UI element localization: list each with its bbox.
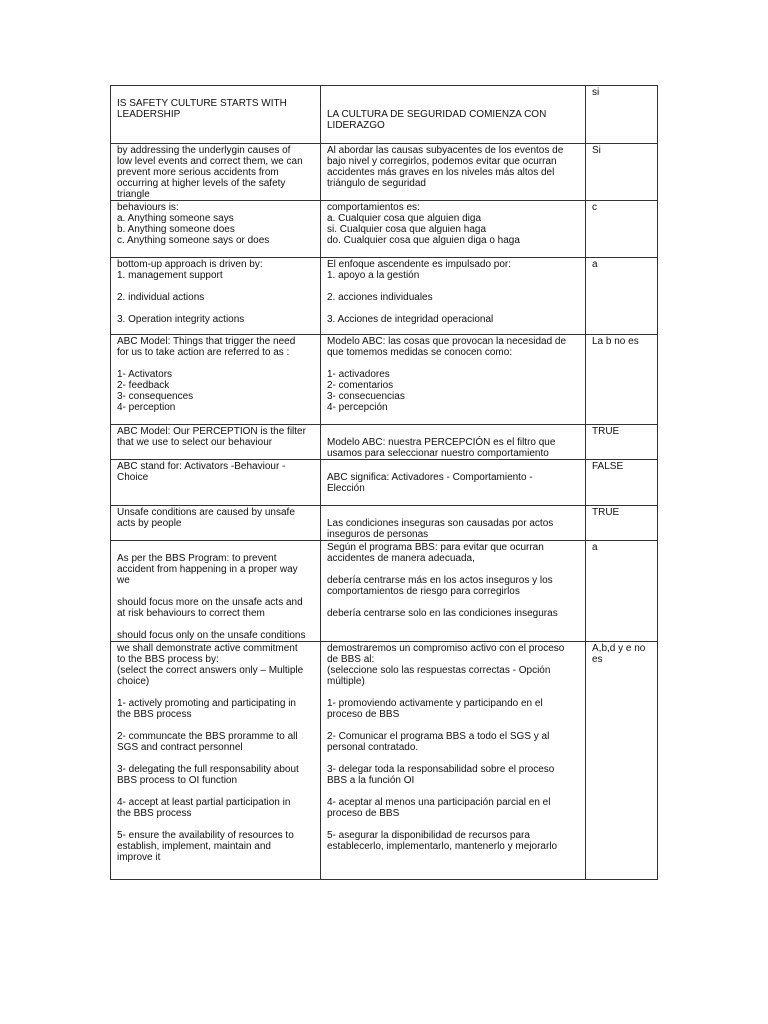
answer-cell: TRUE <box>586 425 658 460</box>
question-english: ABC Model: Our PERCEPTION is the filter that we use to select our behaviour <box>111 425 321 460</box>
question-english: by addressing the underlygin causes of low level events and correct them, we can prevent more serious accidents from occurring at higher levels of the safety triangle <box>111 144 321 201</box>
question-english: Unsafe conditions are caused by unsafe acts by people <box>111 506 321 541</box>
question-english: behaviours is: a. Anything someone says b. Anything someone does c. Anything someone says or does <box>111 201 321 258</box>
question-spanish: Modelo ABC: nuestra PERCEPCIÓN es el filtro que usamos para seleccionar nuestro comportamiento <box>321 425 586 460</box>
quiz-table <box>110 85 658 880</box>
question-spanish: LA CULTURA DE SEGURIDAD COMIENZA CON LIDERAZGO <box>321 86 586 144</box>
answer-cell: A,b,d y e no es <box>586 642 658 880</box>
answer-cell: si <box>586 86 658 144</box>
answer-cell: a <box>586 541 658 642</box>
question-spanish: Al abordar las causas subyacentes de los eventos de bajo nivel y corregirlos, podemos evitar que ocurran accidentes más graves en los niveles más altos del triángulo de seguridad <box>321 144 586 201</box>
question-spanish: demostraremos un compromiso activo con el proceso de BBS al: (seleccione solo las respuestas correctas - Opción múltiple) 1- promoviendo activamente y participando en el proceso de BBS 2- Comunicar el programa BBS a todo el SGS y al personal contratado. 3- delegar toda la responsabilidad sobre el proceso BBS a la función OI 4- aceptar al menos una participación parcial en el proceso de BBS 5- asegurar la disponibilidad de recursos para establecerlo, implementarlo, mantenerlo y mejorarlo <box>321 642 586 880</box>
table-row <box>111 201 658 258</box>
question-spanish: El enfoque ascendente es impulsado por: 1. apoyo a la gestión 2. acciones individuales 3. Acciones de integridad operacional <box>321 258 586 335</box>
table-row <box>111 258 658 335</box>
table-row <box>111 460 658 506</box>
table-row <box>111 541 658 642</box>
table-row <box>111 425 658 460</box>
answer-cell: La b no es <box>586 335 658 425</box>
question-spanish: ABC significa: Activadores - Comportamiento - Elección <box>321 460 586 506</box>
question-spanish: comportamientos es: a. Cualquier cosa que alguien diga si. Cualquier cosa que alguien haga do. Cualquier cosa que alguien diga o haga <box>321 201 586 258</box>
answer-cell: Si <box>586 144 658 201</box>
question-english: bottom-up approach is driven by: 1. management support 2. individual actions 3. Operation integrity actions <box>111 258 321 335</box>
question-english: IS SAFETY CULTURE STARTS WITH LEADERSHIP <box>111 86 321 144</box>
question-english: As per the BBS Program: to prevent accident from happening in a proper way we should focus more on the unsafe acts and at risk behaviours to correct them should focus only on the unsafe conditions <box>111 541 321 642</box>
table-row <box>111 144 658 201</box>
table-row <box>111 506 658 541</box>
answer-cell: a <box>586 258 658 335</box>
answer-cell: TRUE <box>586 506 658 541</box>
question-spanish: Según el programa BBS: para evitar que ocurran accidentes de manera adecuada, debería centrarse más en los actos inseguros y los comportamientos de riesgo para corregirlos debería centrarse solo en las condiciones inseguras <box>321 541 586 642</box>
answer-cell: FALSE <box>586 460 658 506</box>
question-english: ABC stand for: Activators -Behaviour - Choice <box>111 460 321 506</box>
question-english: we shall demonstrate active commitment to the BBS process by: (select the correct answers only – Multiple choice) 1- actively promoting and participating in the BBS process 2- communcate the BBS proramme to all SGS and contract personnel 3- delegating the full responsability about BBS process to OI function 4- accept at least partial participation in the BBS process 5- ensure the availability of resources to establish, implement, maintain and improve it <box>111 642 321 880</box>
table-row <box>111 335 658 425</box>
question-spanish: Modelo ABC: las cosas que provocan la necesidad de que tomemos medidas se conocen como: 1- activadores 2- comentarios 3- consecuencias 4- percepción <box>321 335 586 425</box>
table-row <box>111 86 658 144</box>
question-spanish: Las condiciones inseguras son causadas por actos inseguros de personas <box>321 506 586 541</box>
question-english: ABC Model: Things that trigger the need for us to take action are referred to as : 1- Activators 2- feedback 3- consequences 4- perception <box>111 335 321 425</box>
answer-cell: c <box>586 201 658 258</box>
table-row <box>111 642 658 880</box>
